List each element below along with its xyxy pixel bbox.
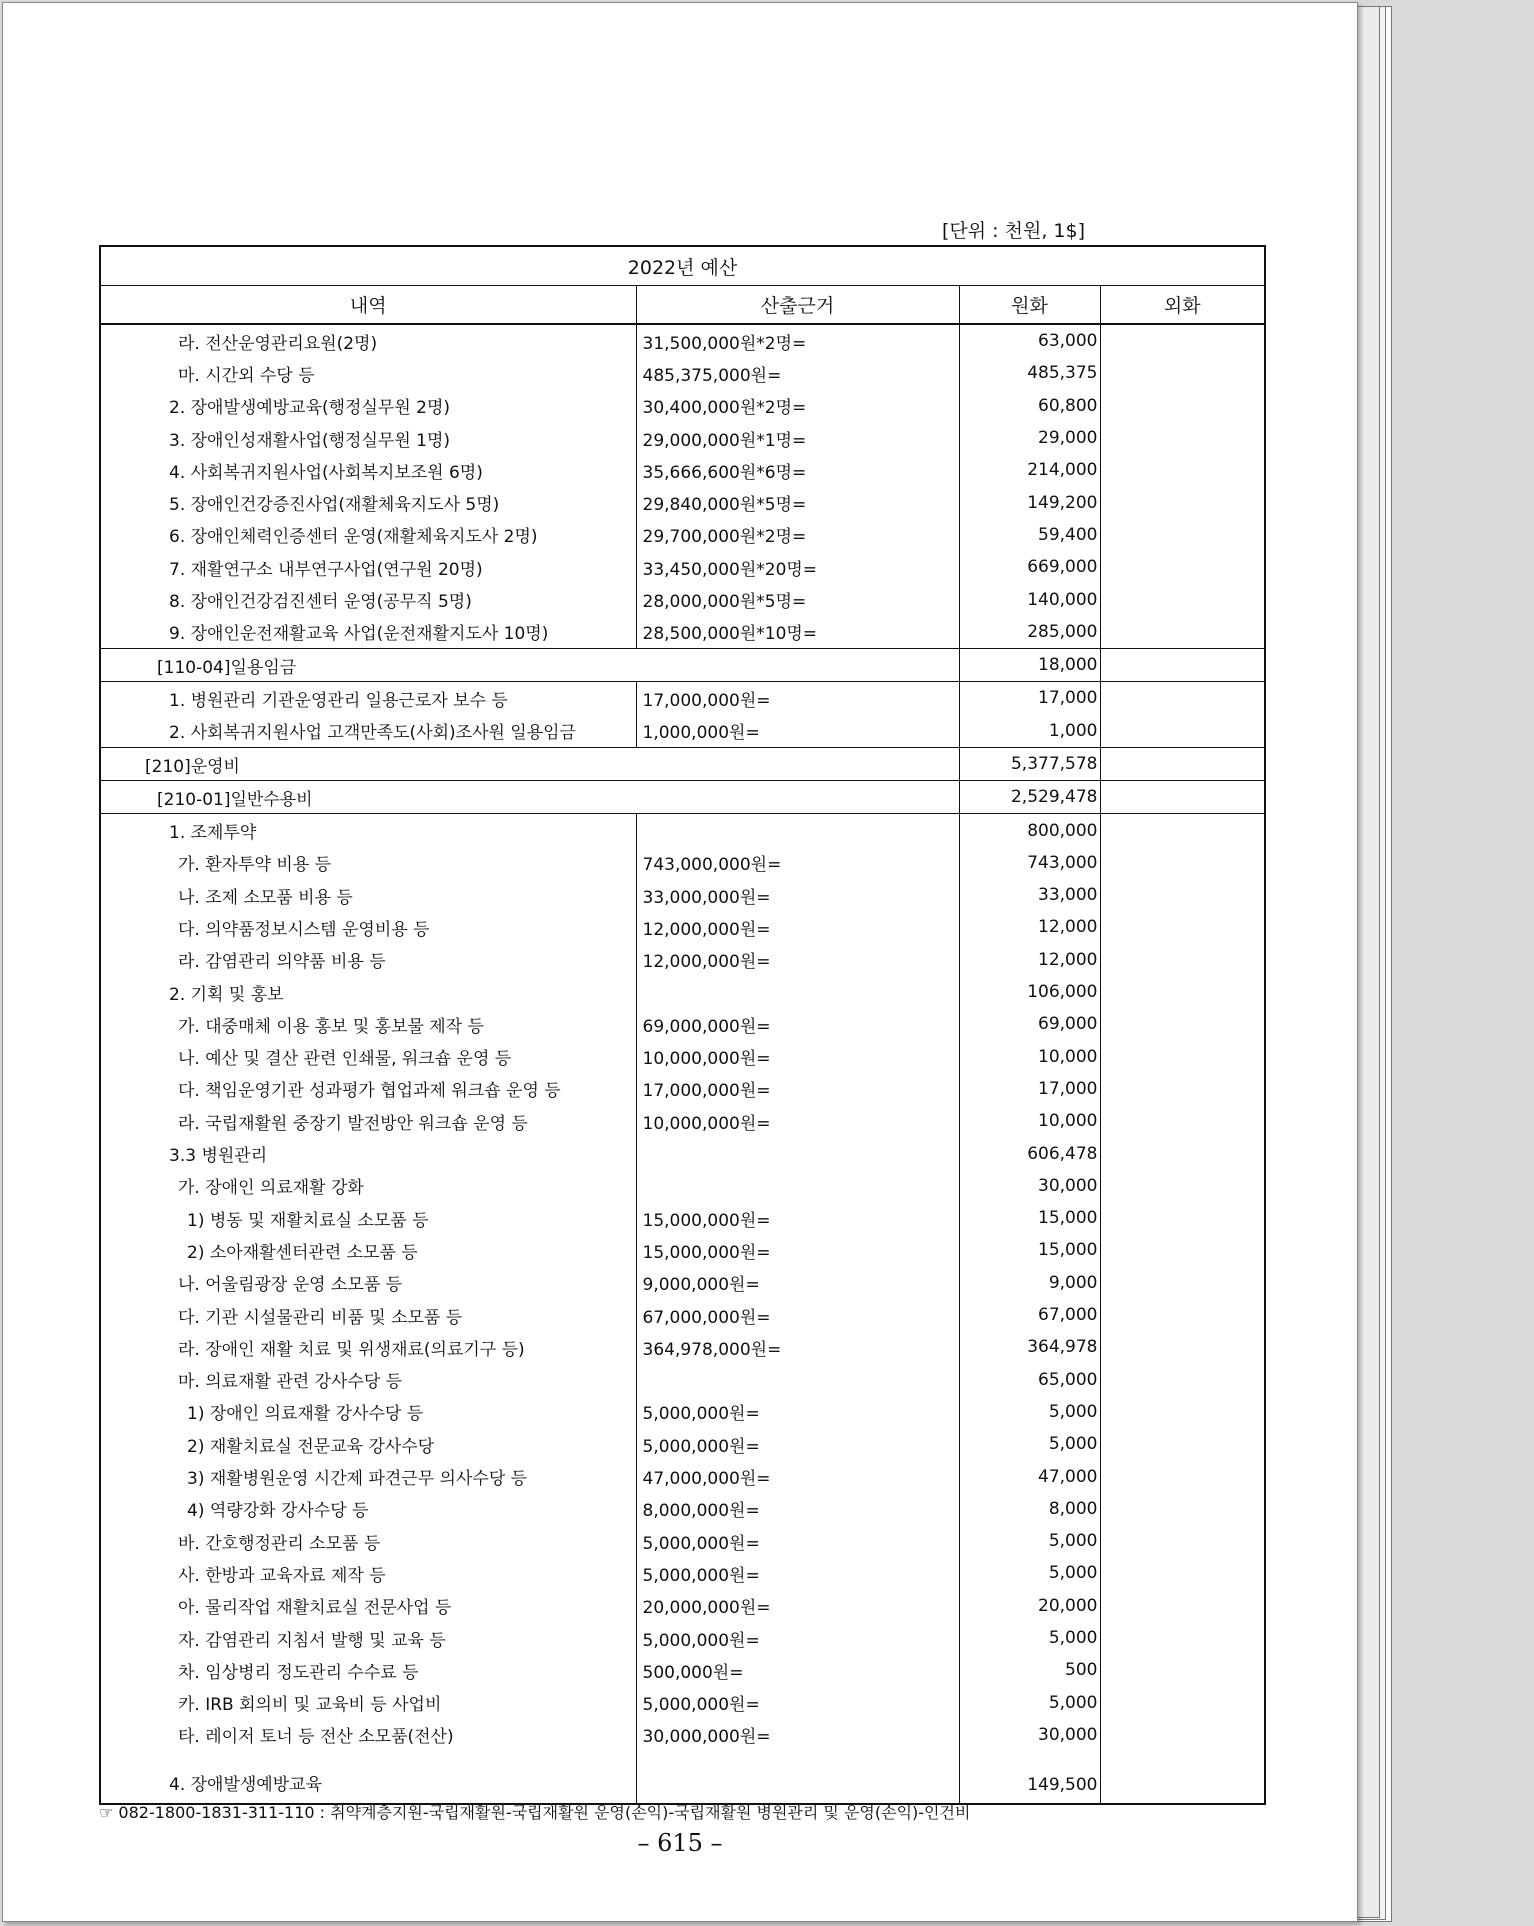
- row-krw-amount: 20,000: [959, 1590, 1100, 1622]
- row-detail: 아. 물리작업 재활치료실 전문사업 등: [100, 1590, 636, 1622]
- table-row: [100, 682, 1265, 715]
- table-row: [100, 357, 1265, 389]
- row-krw-amount: 5,000: [959, 1622, 1100, 1654]
- row-krw-amount: 5,000: [959, 1686, 1100, 1718]
- table-row: [100, 616, 1265, 649]
- row-detail: 가. 환자투약 비용 등: [100, 847, 636, 879]
- table-row: [100, 648, 1265, 681]
- row-krw-amount: 106,000: [959, 976, 1100, 1008]
- table-row: [100, 715, 1265, 748]
- table-row: [100, 1719, 1265, 1751]
- row-foreign-amount: [1100, 1428, 1265, 1460]
- row-detail: 2. 사회복귀지원사업 고객만족도(사회)조사원 일용임금: [100, 715, 636, 748]
- row-krw-amount: 47,000: [959, 1460, 1100, 1492]
- row-krw-amount: 5,000: [959, 1428, 1100, 1460]
- table-row: [100, 944, 1265, 976]
- row-krw-amount: 30,000: [959, 1719, 1100, 1751]
- row-basis: [636, 1364, 959, 1396]
- table-row: [100, 551, 1265, 583]
- row-basis: 29,700,000원*2명=: [636, 519, 959, 551]
- table-row: [100, 519, 1265, 551]
- row-krw-amount: 67,000: [959, 1299, 1100, 1331]
- row-krw-amount: 69,000: [959, 1008, 1100, 1040]
- row-foreign-amount: [1100, 1267, 1265, 1299]
- table-body: [100, 324, 1265, 1804]
- row-basis: 28,500,000원*10명=: [636, 616, 959, 649]
- row-foreign-amount: [1100, 1105, 1265, 1137]
- row-basis: 9,000,000원=: [636, 1267, 959, 1299]
- row-foreign-amount: [1100, 390, 1265, 422]
- row-krw-amount: 214,000: [959, 454, 1100, 486]
- row-basis: 5,000,000원=: [636, 1622, 959, 1654]
- table-row: [100, 847, 1265, 879]
- row-foreign-amount: [1100, 1299, 1265, 1331]
- row-krw-amount: 1,000: [959, 715, 1100, 748]
- table-row: [100, 1396, 1265, 1428]
- row-detail: 2. 기획 및 홍보: [100, 976, 636, 1008]
- row-basis: 20,000,000원=: [636, 1590, 959, 1622]
- row-basis: 29,840,000원*5명=: [636, 486, 959, 518]
- table-row: [100, 1267, 1265, 1299]
- row-detail: 9. 장애인운전재활교육 사업(운전재활지도사 10명): [100, 616, 636, 649]
- row-krw-amount: 743,000: [959, 847, 1100, 879]
- row-basis: 30,400,000원*2명=: [636, 390, 959, 422]
- row-krw-amount: 364,978: [959, 1331, 1100, 1363]
- row-foreign-amount: [1100, 357, 1265, 389]
- row-detail: 나. 어울림광장 운영 소모품 등: [100, 1267, 636, 1299]
- table-row: [100, 1202, 1265, 1234]
- row-detail: 바. 간호행정관리 소모품 등: [100, 1525, 636, 1557]
- row-krw-amount: 17,000: [959, 1073, 1100, 1105]
- row-detail: 카. IRB 회의비 및 교육비 등 사업비: [100, 1686, 636, 1718]
- row-krw-amount: 140,000: [959, 583, 1100, 615]
- row-foreign-amount: [1100, 1751, 1265, 1804]
- row-krw-amount: 5,000: [959, 1557, 1100, 1589]
- row-basis: [636, 1137, 959, 1169]
- row-detail: 3) 재활병원운영 시간제 파견근무 의사수당 등: [100, 1460, 636, 1492]
- table-row: [100, 1299, 1265, 1331]
- row-krw-amount: 63,000: [959, 324, 1100, 357]
- row-detail: 타. 레이저 토너 등 전산 소모품(전산): [100, 1719, 636, 1751]
- row-basis: 1,000,000원=: [636, 715, 959, 748]
- table-row: [100, 1428, 1265, 1460]
- table-row: [100, 1493, 1265, 1525]
- row-basis: 10,000,000원=: [636, 1105, 959, 1137]
- row-foreign-amount: [1100, 781, 1265, 814]
- row-detail: 6. 장애인체력인증센터 운영(재활체육지도사 2명): [100, 519, 636, 551]
- row-detail: 1) 병동 및 재활치료실 소모품 등: [100, 1202, 636, 1234]
- row-detail: 1. 조제투약: [100, 814, 636, 847]
- row-foreign-amount: [1100, 1557, 1265, 1589]
- row-foreign-amount: [1100, 814, 1265, 847]
- unit-note: [단위 : 천원, 1$]: [942, 220, 1085, 242]
- row-detail: 가. 대중매체 이용 홍보 및 홍보물 제작 등: [100, 1008, 636, 1040]
- row-foreign-amount: [1100, 847, 1265, 879]
- table-row: [100, 814, 1265, 847]
- row-detail: 마. 의료재활 관련 강사수당 등: [100, 1364, 636, 1396]
- table-row: [100, 1234, 1265, 1266]
- row-krw-amount: 500: [959, 1654, 1100, 1686]
- row-krw-amount: 33,000: [959, 879, 1100, 911]
- row-foreign-amount: [1100, 454, 1265, 486]
- row-foreign-amount: [1100, 1493, 1265, 1525]
- row-krw-amount: 17,000: [959, 682, 1100, 715]
- table-row: [100, 1364, 1265, 1396]
- table-row: [100, 1073, 1265, 1105]
- row-basis: 30,000,000원=: [636, 1719, 959, 1751]
- row-basis: 12,000,000원=: [636, 944, 959, 976]
- row-foreign-amount: [1100, 1622, 1265, 1654]
- row-detail: 다. 의약품정보시스템 운영비용 등: [100, 911, 636, 943]
- table-row: [100, 1622, 1265, 1654]
- row-foreign-amount: [1100, 682, 1265, 715]
- row-detail: 3. 장애인성재활사업(행정실무원 1명): [100, 422, 636, 454]
- row-detail: 마. 시간외 수당 등: [100, 357, 636, 389]
- row-krw-amount: 5,000: [959, 1396, 1100, 1428]
- table-row: [100, 1751, 1265, 1804]
- row-basis: 33,450,000원*20명=: [636, 551, 959, 583]
- row-basis: 5,000,000원=: [636, 1396, 959, 1428]
- table-row: [100, 583, 1265, 615]
- row-krw-amount: 485,375: [959, 357, 1100, 389]
- row-basis: 485,375,000원=: [636, 357, 959, 389]
- row-detail: 다. 기관 시설물관리 비품 및 소모품 등: [100, 1299, 636, 1331]
- header-krw: 원화: [959, 286, 1100, 325]
- row-krw-amount: 15,000: [959, 1202, 1100, 1234]
- table-row: [100, 486, 1265, 518]
- row-detail: 나. 조제 소모품 비용 등: [100, 879, 636, 911]
- row-foreign-amount: [1100, 1137, 1265, 1169]
- row-basis: 5,000,000원=: [636, 1686, 959, 1718]
- row-basis: 17,000,000원=: [636, 1073, 959, 1105]
- row-foreign-amount: [1100, 1654, 1265, 1686]
- row-foreign-amount: [1100, 944, 1265, 976]
- row-foreign-amount: [1100, 616, 1265, 649]
- row-detail: 4. 사회복귀지원사업(사회복지보조원 6명): [100, 454, 636, 486]
- row-basis: [636, 814, 959, 847]
- table-row: [100, 1331, 1265, 1363]
- table-row: [100, 781, 1265, 814]
- row-basis: [636, 1170, 959, 1202]
- row-foreign-amount: [1100, 747, 1265, 780]
- table-row: [100, 1460, 1265, 1492]
- row-detail: 가. 장애인 의료재활 강화: [100, 1170, 636, 1202]
- row-foreign-amount: [1100, 583, 1265, 615]
- row-detail: 라. 전산운영관리요원(2명): [100, 324, 636, 357]
- table-row: [100, 976, 1265, 1008]
- table-row: [100, 879, 1265, 911]
- row-krw-amount: 18,000: [959, 648, 1100, 681]
- row-foreign-amount: [1100, 551, 1265, 583]
- row-basis: 29,000,000원*1명=: [636, 422, 959, 454]
- row-krw-amount: 12,000: [959, 911, 1100, 943]
- row-krw-amount: 5,000: [959, 1525, 1100, 1557]
- row-detail: [210]운영비: [100, 747, 959, 780]
- row-krw-amount: 30,000: [959, 1170, 1100, 1202]
- row-krw-amount: 669,000: [959, 551, 1100, 583]
- row-krw-amount: 60,800: [959, 390, 1100, 422]
- row-foreign-amount: [1100, 1460, 1265, 1492]
- row-basis: [636, 976, 959, 1008]
- row-basis: 8,000,000원=: [636, 1493, 959, 1525]
- row-krw-amount: 15,000: [959, 1234, 1100, 1266]
- row-basis: 69,000,000원=: [636, 1008, 959, 1040]
- table-row: [100, 911, 1265, 943]
- row-foreign-amount: [1100, 648, 1265, 681]
- row-detail: 나. 예산 및 결산 관련 인쇄물, 워크숍 운영 등: [100, 1041, 636, 1073]
- row-basis: 743,000,000원=: [636, 847, 959, 879]
- table-row: [100, 1041, 1265, 1073]
- row-basis: 33,000,000원=: [636, 879, 959, 911]
- row-detail: [210-01]일반수용비: [100, 781, 959, 814]
- row-krw-amount: 12,000: [959, 944, 1100, 976]
- row-detail: 다. 책임운영기관 성과평가 협업과제 워크숍 운영 등: [100, 1073, 636, 1105]
- table-row: [100, 454, 1265, 486]
- row-basis: [636, 1751, 959, 1804]
- header-basis: 산출근거: [636, 286, 959, 325]
- row-foreign-amount: [1100, 715, 1265, 748]
- row-foreign-amount: [1100, 324, 1265, 357]
- table-row: [100, 1686, 1265, 1718]
- row-detail: 사. 한방과 교육자료 제작 등: [100, 1557, 636, 1589]
- row-detail: 자. 감염관리 지침서 발행 및 교육 등: [100, 1622, 636, 1654]
- row-foreign-amount: [1100, 1686, 1265, 1718]
- row-basis: 28,000,000원*5명=: [636, 583, 959, 615]
- page-number: – 615 –: [637, 1829, 723, 1857]
- row-krw-amount: 149,200: [959, 486, 1100, 518]
- row-foreign-amount: [1100, 1202, 1265, 1234]
- row-detail: 라. 감염관리 의약품 비용 등: [100, 944, 636, 976]
- header-detail: 내역: [100, 286, 636, 325]
- row-krw-amount: 606,478: [959, 1137, 1100, 1169]
- row-krw-amount: 10,000: [959, 1041, 1100, 1073]
- table-title: 2022년 예산: [100, 246, 1265, 286]
- row-detail: 3.3 병원관리: [100, 1137, 636, 1169]
- row-krw-amount: 59,400: [959, 519, 1100, 551]
- budget-table: [99, 245, 1266, 1805]
- row-basis: 12,000,000원=: [636, 911, 959, 943]
- table-row: [100, 324, 1265, 357]
- row-foreign-amount: [1100, 1364, 1265, 1396]
- row-detail: 2) 재활치료실 전문교육 강사수당: [100, 1428, 636, 1460]
- row-basis: 17,000,000원=: [636, 682, 959, 715]
- row-krw-amount: 10,000: [959, 1105, 1100, 1137]
- row-detail: [110-04]일용임금: [100, 648, 959, 681]
- row-basis: 35,666,600원*6명=: [636, 454, 959, 486]
- row-basis: 5,000,000원=: [636, 1428, 959, 1460]
- table-row: [100, 747, 1265, 780]
- row-detail: 4) 역량강화 강사수당 등: [100, 1493, 636, 1525]
- row-basis: 5,000,000원=: [636, 1525, 959, 1557]
- row-krw-amount: 149,500: [959, 1751, 1100, 1804]
- row-foreign-amount: [1100, 1590, 1265, 1622]
- row-krw-amount: 29,000: [959, 422, 1100, 454]
- row-foreign-amount: [1100, 1008, 1265, 1040]
- row-basis: 47,000,000원=: [636, 1460, 959, 1492]
- row-foreign-amount: [1100, 1073, 1265, 1105]
- row-basis: 364,978,000원=: [636, 1331, 959, 1363]
- row-detail: 4. 장애발생예방교육: [100, 1751, 636, 1804]
- row-detail: 1) 장애인 의료재활 강사수당 등: [100, 1396, 636, 1428]
- row-krw-amount: 8,000: [959, 1493, 1100, 1525]
- table-row: [100, 1590, 1265, 1622]
- row-foreign-amount: [1100, 976, 1265, 1008]
- document-page: [2, 2, 1358, 1922]
- table-row: [100, 1105, 1265, 1137]
- row-detail: 7. 재활연구소 내부연구사업(연구원 20명): [100, 551, 636, 583]
- row-krw-amount: 5,377,578: [959, 747, 1100, 780]
- table-row: [100, 1008, 1265, 1040]
- table-row: [100, 390, 1265, 422]
- row-detail: 5. 장애인건강증진사업(재활체육지도사 5명): [100, 486, 636, 518]
- row-foreign-amount: [1100, 1525, 1265, 1557]
- table-row: [100, 1170, 1265, 1202]
- row-krw-amount: 285,000: [959, 616, 1100, 649]
- header-foreign: 외화: [1100, 286, 1265, 325]
- row-foreign-amount: [1100, 911, 1265, 943]
- table-row: [100, 1525, 1265, 1557]
- row-foreign-amount: [1100, 879, 1265, 911]
- footer-note: ☞ 082-1800-1831-311-110 : 취약계층지원-국립재활원-국립재활원 운영(손익)-국립재활원 병원관리 및 운영(손익)-인건비: [99, 1803, 971, 1822]
- row-basis: 5,000,000원=: [636, 1557, 959, 1589]
- row-detail: 라. 장애인 재활 치료 및 위생재료(의료기구 등): [100, 1331, 636, 1363]
- row-basis: 31,500,000원*2명=: [636, 324, 959, 357]
- table-row: [100, 1557, 1265, 1589]
- table-row: [100, 1654, 1265, 1686]
- row-detail: 라. 국립재활원 중장기 발전방안 워크숍 운영 등: [100, 1105, 636, 1137]
- row-foreign-amount: [1100, 1719, 1265, 1751]
- row-foreign-amount: [1100, 1041, 1265, 1073]
- row-foreign-amount: [1100, 422, 1265, 454]
- row-detail: 차. 임상병리 정도관리 수수료 등: [100, 1654, 636, 1686]
- row-foreign-amount: [1100, 1396, 1265, 1428]
- row-foreign-amount: [1100, 486, 1265, 518]
- row-basis: 15,000,000원=: [636, 1202, 959, 1234]
- row-detail: 8. 장애인건강검진센터 운영(공무직 5명): [100, 583, 636, 615]
- table-row: [100, 1137, 1265, 1169]
- row-foreign-amount: [1100, 1234, 1265, 1266]
- row-krw-amount: 800,000: [959, 814, 1100, 847]
- row-detail: 1. 병원관리 기관운영관리 일용근로자 보수 등: [100, 682, 636, 715]
- row-detail: 2. 장애발생예방교육(행정실무원 2명): [100, 390, 636, 422]
- row-krw-amount: 2,529,478: [959, 781, 1100, 814]
- row-foreign-amount: [1100, 1331, 1265, 1363]
- row-basis: 15,000,000원=: [636, 1234, 959, 1266]
- row-krw-amount: 65,000: [959, 1364, 1100, 1396]
- row-basis: 67,000,000원=: [636, 1299, 959, 1331]
- table-row: [100, 422, 1265, 454]
- row-foreign-amount: [1100, 519, 1265, 551]
- row-krw-amount: 9,000: [959, 1267, 1100, 1299]
- row-foreign-amount: [1100, 1170, 1265, 1202]
- row-detail: 2) 소아재활센터관련 소모품 등: [100, 1234, 636, 1266]
- row-basis: 10,000,000원=: [636, 1041, 959, 1073]
- row-basis: 500,000원=: [636, 1654, 959, 1686]
